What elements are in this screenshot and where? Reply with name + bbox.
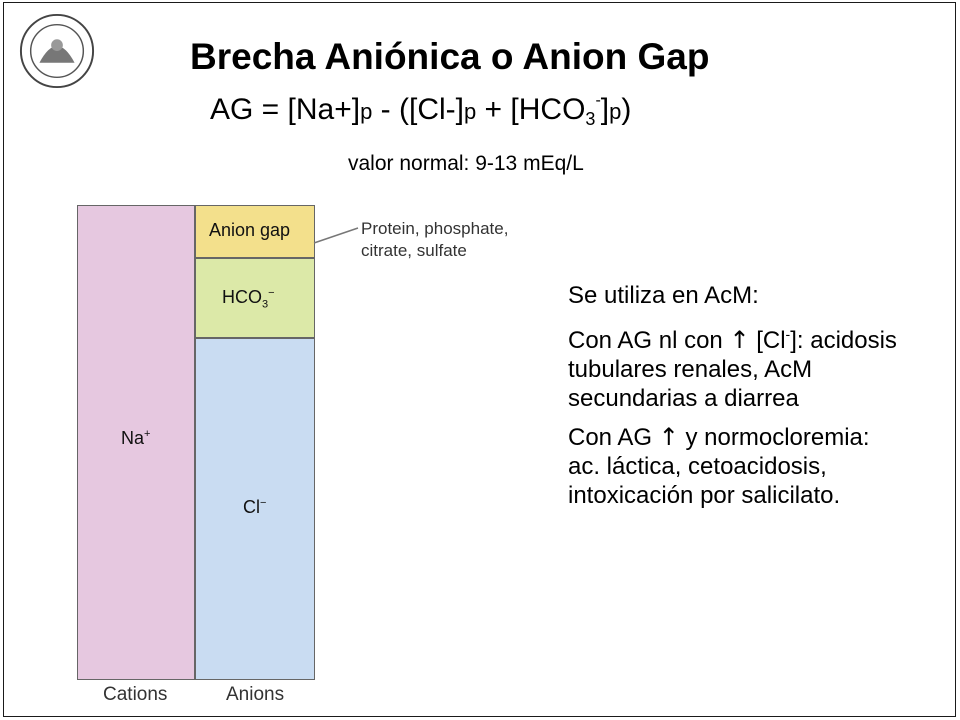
hco3-label: $HCO_3^-$ [222, 287, 275, 311]
paragraph-high-ag: Con AG ↑ y normocloremia: ac. láctica, cetoacidosis, intoxicación por salicilato. [568, 423, 870, 509]
slide-title: Brecha Aniónica o Anion Gap [190, 36, 710, 77]
university-seal-icon [18, 12, 96, 90]
up-arrow-icon: ↑ [729, 326, 750, 354]
chloride-label: Cl− [243, 497, 267, 517]
anion-gap-label: Anion gap [209, 220, 291, 240]
paragraph-usage: Se utiliza en AcM: [568, 282, 759, 309]
x-label-cations: Cations [103, 684, 168, 705]
explanation-text [568, 281, 898, 520]
up-arrow-icon: ↑ [658, 423, 679, 451]
paragraph-normal-ag: Con AG nl con ↑ [Cl-]: acidosis tubulares renales, AcM secundarias a diarrea [568, 326, 897, 412]
anion-gap-formula: AG = $[Na+]p - ([Cl-]p + [HCO_3^-]p)$ [210, 92, 632, 129]
sodium-label: Na+ [121, 428, 151, 448]
normal-value-text: valor normal: 9-13 mEq/L [348, 152, 584, 175]
anion-gap-note: Protein, phosphate, citrate, sulfate [361, 219, 509, 260]
x-label-anions: Anions [226, 684, 285, 705]
